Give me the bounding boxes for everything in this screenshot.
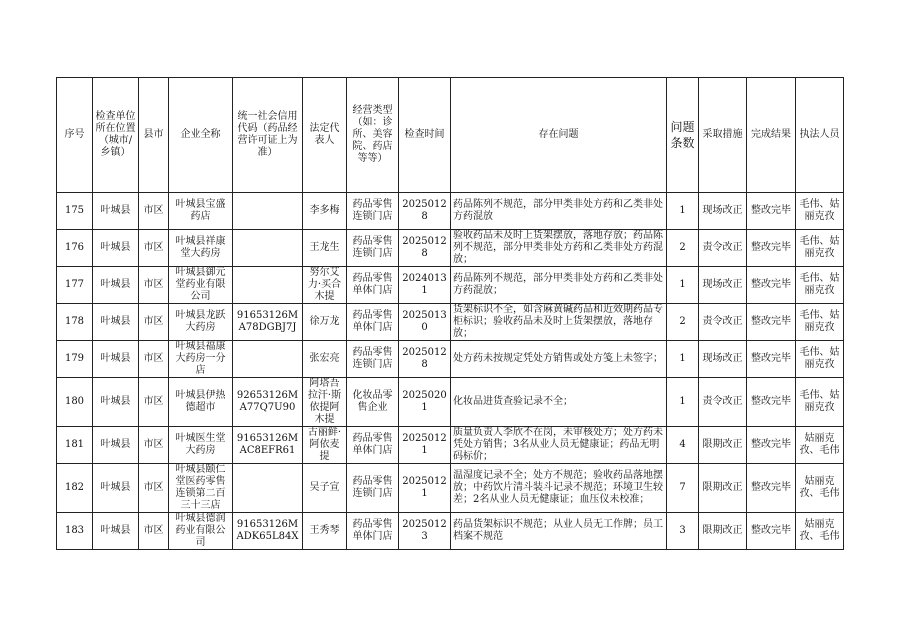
cell-credit-code (233, 341, 303, 378)
cell-legal-rep: 阿塔吾拉汗·斯依提阿木提 (303, 378, 347, 427)
cell-inspect-date: 20250130 (399, 304, 451, 341)
cell-location: 叶城县 (93, 304, 139, 341)
cell-legal-rep: 张宏亮 (303, 341, 347, 378)
cell-officers: 毛伟、姑丽克孜 (796, 267, 844, 304)
cell-officers: 毛伟、姑丽克孜 (796, 341, 844, 378)
cell-result: 整改完毕 (747, 304, 796, 341)
cell-company: 叶城县颐仁堂医药零售连锁第二百三十三店 (169, 464, 233, 513)
cell-measure: 责令改正 (699, 230, 747, 267)
cell-county: 市区 (139, 513, 169, 550)
header-row (57, 78, 844, 193)
cell-issue-count: 2 (667, 304, 699, 341)
table-row (57, 267, 844, 304)
cell-credit-code: 91653126MA78DGBJ7J (233, 304, 303, 341)
cell-issues: 化妆品进货查验记录不全； (451, 378, 667, 427)
cell-legal-rep: 吴子宣 (303, 464, 347, 513)
header-county: 县市 (139, 78, 169, 193)
cell-company: 叶城县御元堂药业有限公司 (169, 267, 233, 304)
cell-county: 市区 (139, 230, 169, 267)
cell-seq: 175 (57, 193, 93, 230)
cell-issue-count: 2 (667, 230, 699, 267)
inspection-table (56, 77, 844, 550)
cell-issue-count: 1 (667, 267, 699, 304)
cell-inspect-date: 20250123 (399, 513, 451, 550)
cell-measure: 责令改正 (699, 304, 747, 341)
cell-biz-type: 药品零售单体门店 (347, 304, 399, 341)
cell-seq: 177 (57, 267, 93, 304)
cell-credit-code: 92653126MA77Q7U90 (233, 378, 303, 427)
cell-legal-rep: 努尔艾力·买合木提 (303, 267, 347, 304)
cell-seq: 176 (57, 230, 93, 267)
cell-result: 整改完毕 (747, 513, 796, 550)
cell-issue-count: 4 (667, 427, 699, 464)
cell-legal-rep: 徐万龙 (303, 304, 347, 341)
cell-issues: 质量负责人李欣不在岗，未审核处方；处方药未凭处方销售；3名从业人员无健康证；药品无明码标价； (451, 427, 667, 464)
cell-biz-type: 药品零售单体门店 (347, 427, 399, 464)
cell-county: 市区 (139, 378, 169, 427)
cell-result: 整改完毕 (747, 267, 796, 304)
header-officers: 执法人员 (796, 78, 844, 193)
cell-issues: 验收药品未及时上货架摆放，落地存放；药品陈列不规范，部分甲类非处方药和乙类非处方药混放； (451, 230, 667, 267)
cell-measure: 责令改正 (699, 378, 747, 427)
cell-credit-code (233, 464, 303, 513)
cell-measure: 现场改正 (699, 193, 747, 230)
cell-issues: 处方药未按规定凭处方销售或处方笺上未签字； (451, 341, 667, 378)
cell-measure: 限期改正 (699, 513, 747, 550)
cell-officers: 毛伟、姑丽克孜 (796, 193, 844, 230)
cell-location: 叶城县 (93, 427, 139, 464)
header-legal-rep: 法定代表人 (303, 78, 347, 193)
cell-county: 市区 (139, 193, 169, 230)
cell-issue-count: 3 (667, 513, 699, 550)
cell-result: 整改完毕 (747, 427, 796, 464)
cell-location: 叶城县 (93, 267, 139, 304)
cell-location: 叶城县 (93, 464, 139, 513)
cell-company: 叶城县伊热德超市 (169, 378, 233, 427)
cell-seq: 182 (57, 464, 93, 513)
cell-location: 叶城县 (93, 378, 139, 427)
cell-result: 整改完毕 (747, 193, 796, 230)
cell-seq: 179 (57, 341, 93, 378)
cell-location: 叶城县 (93, 193, 139, 230)
cell-legal-rep: 古丽鲜·阿依麦提 (303, 427, 347, 464)
cell-inspect-date: 20250121 (399, 427, 451, 464)
cell-officers: 姑丽克孜、毛伟 (796, 513, 844, 550)
cell-credit-code: 91653126MADK65L84X (233, 513, 303, 550)
cell-biz-type: 药品零售单体门店 (347, 513, 399, 550)
cell-location: 叶城县 (93, 341, 139, 378)
cell-officers: 毛伟、姑丽克孜 (796, 304, 844, 341)
cell-credit-code (233, 267, 303, 304)
cell-credit-code (233, 193, 303, 230)
header-issues: 存在问题 (451, 78, 667, 193)
cell-officers: 姑丽克孜、毛伟 (796, 427, 844, 464)
table-row (57, 513, 844, 550)
cell-biz-type: 药品零售连锁门店 (347, 193, 399, 230)
cell-company: 叶城县龙跃大药房 (169, 304, 233, 341)
header-credit-code: 统一社会信用代码（药品经营许可证上为准） (233, 78, 303, 193)
cell-seq: 180 (57, 378, 93, 427)
table-row (57, 341, 844, 378)
cell-location: 叶城县 (93, 230, 139, 267)
cell-seq: 181 (57, 427, 93, 464)
cell-company: 叶城县福康大药房一分店 (169, 341, 233, 378)
table-row (57, 378, 844, 427)
header-company: 企业全称 (169, 78, 233, 193)
cell-result: 整改完毕 (747, 378, 796, 427)
cell-county: 市区 (139, 341, 169, 378)
cell-inspect-date: 20250128 (399, 341, 451, 378)
table-row (57, 427, 844, 464)
cell-credit-code (233, 230, 303, 267)
cell-officers: 姑丽克孜、毛伟 (796, 464, 844, 513)
header-biz-type: 经营类型（如：诊所、美容院、药店等等） (347, 78, 399, 193)
cell-company: 叶城县德润药业有限公司 (169, 513, 233, 550)
header-location: 检查单位所在位置（城市/乡镇） (93, 78, 139, 193)
cell-measure: 限期改正 (699, 464, 747, 513)
cell-credit-code: 91653126MAC8EFR61 (233, 427, 303, 464)
cell-measure: 现场改正 (699, 341, 747, 378)
cell-issues: 货架标识不全，如含麻黄碱药品和近效期药品专柜标识；验收药品未及时上货架摆放，落地存放； (451, 304, 667, 341)
cell-issues: 药品陈列不规范，部分甲类非处方药和乙类非处方药混放 (451, 193, 667, 230)
header-result: 完成结果 (747, 78, 796, 193)
table-row (57, 464, 844, 513)
cell-county: 市区 (139, 464, 169, 513)
cell-result: 整改完毕 (747, 230, 796, 267)
table-row (57, 193, 844, 230)
cell-issue-count: 1 (667, 193, 699, 230)
header-seq: 序号 (57, 78, 93, 193)
header-inspect-date: 检查时间 (399, 78, 451, 193)
cell-result: 整改完毕 (747, 464, 796, 513)
cell-inspect-date: 20250121 (399, 464, 451, 513)
cell-biz-type: 药品零售连锁门店 (347, 341, 399, 378)
cell-issue-count: 1 (667, 378, 699, 427)
cell-issues: 温湿度记录不全；处方不规范；验收药品落地摆放；中药饮片清斗装斗记录不规范；环境卫生较差；2名从业人员无健康证；血压仪未校准； (451, 464, 667, 513)
cell-legal-rep: 李多梅 (303, 193, 347, 230)
cell-legal-rep: 王秀琴 (303, 513, 347, 550)
cell-biz-type: 药品零售连锁门店 (347, 230, 399, 267)
cell-county: 市区 (139, 304, 169, 341)
table-row (57, 304, 844, 341)
cell-legal-rep: 王龙生 (303, 230, 347, 267)
header-measure: 采取措施 (699, 78, 747, 193)
cell-seq: 178 (57, 304, 93, 341)
cell-measure: 限期改正 (699, 427, 747, 464)
cell-location: 叶城县 (93, 513, 139, 550)
cell-officers: 毛伟、姑丽克孜 (796, 378, 844, 427)
cell-biz-type: 化妆品零售企业 (347, 378, 399, 427)
cell-inspect-date: 20250128 (399, 193, 451, 230)
header-issue-count: 问题条数 (667, 78, 699, 193)
cell-company: 叶城县宝盛药店 (169, 193, 233, 230)
cell-result: 整改完毕 (747, 341, 796, 378)
cell-inspect-date: 20250128 (399, 230, 451, 267)
cell-biz-type: 药品零售连锁门店 (347, 464, 399, 513)
cell-officers: 毛伟、姑丽克孜 (796, 230, 844, 267)
table-row (57, 230, 844, 267)
cell-issue-count: 1 (667, 341, 699, 378)
cell-company: 叶城县祥康堂大药房 (169, 230, 233, 267)
cell-issues: 药品货架标识不规范；从业人员无工作牌；员工档案不规范 (451, 513, 667, 550)
cell-issues: 药品陈列不规范，部分甲类非处方药和乙类非处方药混放； (451, 267, 667, 304)
cell-biz-type: 药品零售单体门店 (347, 267, 399, 304)
cell-inspect-date: 20240131 (399, 267, 451, 304)
cell-inspect-date: 20250201 (399, 378, 451, 427)
cell-company: 叶城医生堂大药房 (169, 427, 233, 464)
cell-county: 市区 (139, 427, 169, 464)
cell-county: 市区 (139, 267, 169, 304)
cell-issue-count: 7 (667, 464, 699, 513)
cell-measure: 现场改正 (699, 267, 747, 304)
cell-seq: 183 (57, 513, 93, 550)
